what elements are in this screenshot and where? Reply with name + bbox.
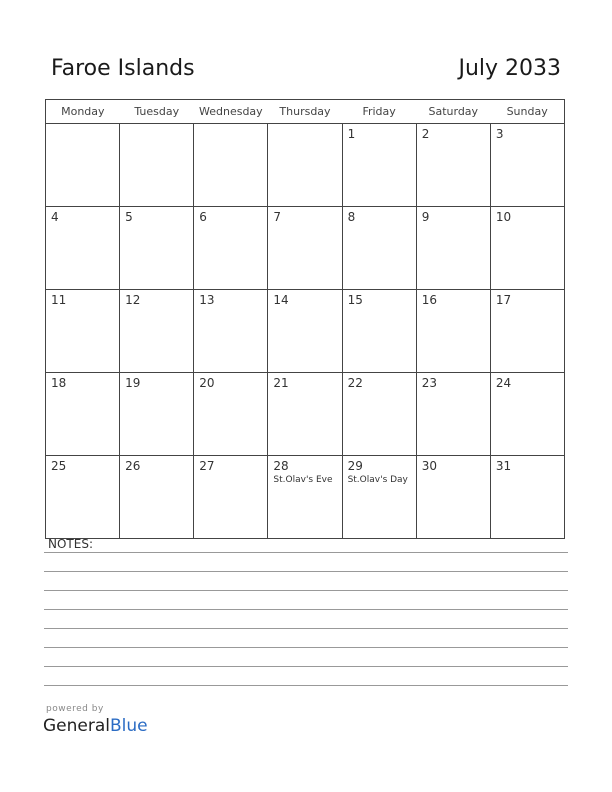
calendar-day-cell (120, 373, 194, 456)
calendar-day-cell (490, 124, 564, 207)
calendar-day-cell (342, 290, 416, 373)
day-number: 29 (347, 459, 363, 473)
note-line (44, 609, 568, 610)
day-number: 3 (495, 127, 504, 141)
calendar-day-cell (416, 124, 490, 207)
note-line (44, 685, 568, 686)
calendar-day-cell (120, 124, 194, 207)
calendar-day-cell (46, 373, 120, 456)
calendar-day-cell (120, 207, 194, 290)
calendar-day-cell (416, 290, 490, 373)
calendar-day-cell (194, 373, 268, 456)
calendar-day-cell (416, 207, 490, 290)
day-number: 11 (51, 293, 67, 307)
weekday-header: Friday (342, 100, 416, 124)
calendar-week-row (46, 290, 565, 373)
weekday-header-row (46, 100, 565, 124)
day-number: 31 (495, 459, 512, 473)
note-line (44, 628, 568, 629)
day-number: 26 (125, 459, 141, 473)
weekday-header: Thursday (268, 100, 342, 124)
calendar-grid (45, 99, 565, 539)
calendar-day-cell (194, 290, 268, 373)
calendar-day-cell (46, 124, 120, 207)
day-number: 16 (421, 293, 437, 307)
day-number: 14 (273, 293, 289, 307)
calendar-day-cell (342, 124, 416, 207)
day-number: 21 (273, 376, 289, 390)
calendar-day-cell (120, 290, 194, 373)
day-number: 19 (125, 376, 141, 390)
day-number: 2 (421, 127, 430, 141)
day-number: 20 (199, 376, 215, 390)
note-line (44, 571, 568, 572)
note-line (44, 552, 568, 553)
calendar-day-cell (490, 290, 564, 373)
weekday-header: Wednesday (194, 100, 268, 124)
weekday-header: Saturday (416, 100, 490, 124)
calendar-week-row (46, 124, 565, 207)
calendar-week-row (46, 373, 565, 456)
weekday-header: Monday (46, 100, 120, 124)
weekday-header: Sunday (490, 100, 564, 124)
day-number: 17 (495, 293, 512, 307)
calendar-day-cell (194, 207, 268, 290)
day-number: 27 (199, 459, 215, 473)
calendar-day-cell (120, 456, 194, 539)
notes-label: NOTES: (48, 537, 93, 551)
day-number: 6 (199, 210, 207, 224)
calendar-day-cell (268, 373, 342, 456)
calendar-day-cell (490, 456, 564, 539)
brand-logo[interactable] (43, 716, 148, 736)
calendar-day-cell (342, 373, 416, 456)
day-number: 24 (495, 376, 512, 390)
day-number: 10 (495, 210, 512, 224)
day-number: 7 (273, 210, 282, 224)
day-number: 25 (51, 459, 67, 473)
day-number: 28 (273, 459, 289, 473)
holiday-event: St.Olav's Day (347, 475, 408, 485)
day-number: 13 (199, 293, 215, 307)
calendar-day-cell (416, 456, 490, 539)
calendar-day-cell (46, 207, 120, 290)
day-number: 9 (421, 210, 430, 224)
day-number: 15 (347, 293, 363, 307)
calendar-day-cell (342, 207, 416, 290)
calendar-day-cell (490, 207, 564, 290)
calendar-day-cell (490, 373, 564, 456)
note-line (44, 647, 568, 648)
calendar-week-row (46, 456, 565, 539)
day-number: 23 (421, 376, 437, 390)
day-number: 18 (51, 376, 67, 390)
calendar-day-cell (342, 456, 416, 539)
calendar-day-cell (416, 373, 490, 456)
calendar-day-cell (194, 456, 268, 539)
calendar-day-cell (268, 124, 342, 207)
calendar-day-cell (268, 456, 342, 539)
month-title: July 2033 (458, 56, 561, 81)
brand-general: General (43, 716, 110, 736)
calendar-day-cell (194, 124, 268, 207)
day-number: 30 (421, 459, 437, 473)
day-number: 1 (347, 127, 356, 141)
day-number: 12 (125, 293, 141, 307)
day-number: 5 (125, 210, 133, 224)
day-number: 8 (347, 210, 356, 224)
brand-blue: Blue (110, 716, 148, 736)
calendar-week-row (46, 207, 565, 290)
weekday-header: Tuesday (120, 100, 194, 124)
note-line (44, 666, 568, 667)
calendar-day-cell (46, 290, 120, 373)
country-title: Faroe Islands (51, 56, 195, 81)
calendar-day-cell (268, 290, 342, 373)
holiday-event: St.Olav's Eve (273, 475, 333, 485)
powered-by-text: powered by (46, 704, 104, 714)
calendar-day-cell (268, 207, 342, 290)
day-number: 4 (51, 210, 59, 224)
calendar-day-cell (46, 456, 120, 539)
day-number: 22 (347, 376, 363, 390)
note-line (44, 590, 568, 591)
